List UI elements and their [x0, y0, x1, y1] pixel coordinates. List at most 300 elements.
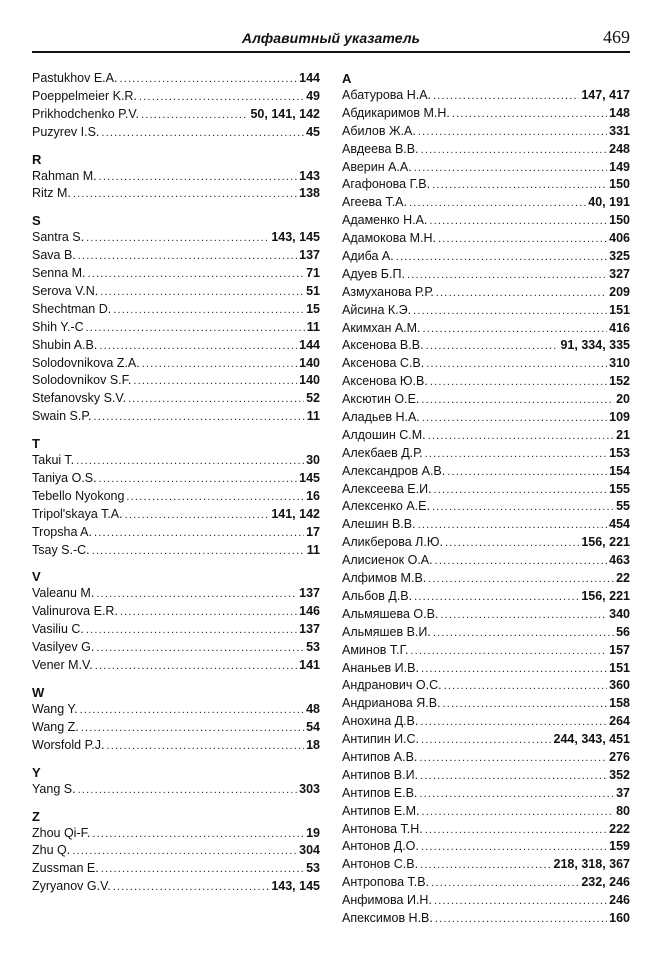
dot-leader — [432, 177, 607, 195]
dot-leader — [81, 720, 304, 738]
entry-pages: 55 — [616, 499, 630, 514]
entry-name: Альмяшева О.В. — [342, 606, 439, 621]
entry-pages: 152 — [609, 374, 630, 389]
entry-pages: 80 — [616, 803, 630, 818]
entry-name: Азмуханова Р.Р. — [342, 284, 434, 299]
entry-pages: 141 — [299, 658, 320, 673]
dot-leader — [76, 453, 304, 471]
entry-name: Shubin A.B. — [32, 337, 98, 352]
index-entry — [342, 677, 630, 695]
index-entry — [32, 168, 320, 186]
dot-leader — [436, 285, 607, 303]
entry-name: Алексеева Е.И. — [342, 481, 432, 496]
entry-pages: 50, 141, 142 — [250, 106, 320, 121]
dot-leader — [445, 535, 579, 553]
running-header — [32, 28, 630, 52]
index-entry — [32, 639, 320, 657]
index-entry — [32, 319, 320, 337]
entry-pages: 148 — [609, 105, 630, 120]
entry-name: Аминов Т.Г. — [342, 642, 409, 657]
entry-name: Аладьев Н.А. — [342, 410, 420, 425]
dot-leader — [407, 267, 607, 285]
index-entry — [342, 803, 630, 821]
entry-pages: 143, 145 — [271, 230, 320, 245]
section-letter: Z — [32, 808, 40, 824]
entry-name: Worsfold P.J. — [32, 737, 105, 752]
entry-name: Абилов Ж.А. — [342, 123, 416, 138]
dot-leader — [418, 517, 608, 535]
index-entry — [342, 159, 630, 177]
entry-name: Аликберова Л.Ю. — [342, 535, 443, 550]
entry-pages: 303 — [299, 781, 320, 796]
entry-pages: 20 — [616, 392, 630, 407]
dot-leader — [420, 768, 607, 786]
index-entry — [32, 781, 320, 799]
dot-leader — [421, 839, 607, 857]
index-entry — [342, 194, 630, 212]
index-entry — [342, 481, 630, 499]
entry-name: Адамокова М.Н. — [342, 231, 437, 246]
dot-leader — [142, 356, 297, 374]
dot-leader — [426, 338, 559, 356]
entry-pages: 11 — [306, 319, 320, 334]
group-gap — [32, 426, 320, 435]
entry-pages: 19 — [306, 825, 320, 840]
dot-leader — [428, 571, 614, 589]
index-entry — [342, 445, 630, 463]
index-entry — [342, 176, 630, 194]
group-gap — [32, 675, 320, 684]
section-letter: W — [32, 684, 45, 700]
entry-name: Puzyrev I.S. — [32, 124, 100, 139]
dot-leader — [410, 643, 607, 661]
dot-leader — [429, 213, 607, 231]
entry-pages: 137 — [299, 248, 320, 263]
section-letter: R — [32, 151, 42, 167]
entry-pages: 56 — [616, 624, 630, 639]
dot-leader — [426, 356, 607, 374]
entry-pages: 53 — [306, 861, 320, 876]
entry-name: Poeppelmeier K.R. — [32, 88, 137, 103]
dot-leader — [92, 826, 304, 844]
entry-name: Rahman M. — [32, 168, 97, 183]
dot-leader — [99, 471, 298, 489]
dot-leader — [95, 658, 297, 676]
entry-pages: 51 — [306, 284, 320, 299]
dot-leader — [113, 302, 304, 320]
page-number: 469 — [603, 27, 630, 47]
dot-leader — [414, 589, 579, 607]
entry-pages: 140 — [299, 373, 320, 388]
index-entry — [342, 320, 630, 338]
index-entry — [342, 427, 630, 445]
entry-name: Агеева Т.А. — [342, 195, 407, 210]
index-entry — [32, 283, 320, 301]
entry-name: Апексимов Н.В. — [342, 910, 433, 925]
entry-name: Алекбаев Д.Р. — [342, 445, 423, 460]
entry-pages: 248 — [609, 141, 630, 156]
dot-leader — [139, 89, 304, 107]
entry-pages: 54 — [306, 719, 320, 734]
dot-leader — [435, 553, 608, 571]
dot-leader — [428, 428, 614, 446]
entry-pages: 52 — [306, 391, 320, 406]
index-entry — [342, 302, 630, 320]
entry-pages: 160 — [609, 910, 630, 925]
index-entry — [32, 229, 320, 247]
index-entry — [32, 585, 320, 603]
dot-leader — [432, 499, 614, 517]
entry-name: Zussman E. — [32, 861, 99, 876]
entry-pages: 21 — [616, 427, 630, 442]
dot-leader — [86, 230, 269, 248]
entry-pages: 158 — [609, 696, 630, 711]
dot-leader — [107, 738, 305, 756]
index-entry — [342, 874, 630, 892]
entry-name: Алисиенок О.А. — [342, 553, 433, 568]
header-title: Алфавитный указатель — [241, 30, 421, 46]
dot-leader — [86, 622, 297, 640]
dot-leader — [133, 373, 297, 391]
index-entry — [32, 542, 320, 560]
section-letter: V — [32, 569, 41, 585]
section-letter: Y — [32, 764, 41, 780]
index-entry — [342, 534, 630, 552]
entry-name: Stefanovsky S.V. — [32, 391, 127, 406]
header-rule — [32, 51, 630, 53]
dot-leader — [409, 195, 586, 213]
index-entry — [32, 247, 320, 265]
entry-name: Анфимова И.Н. — [342, 893, 432, 908]
entry-pages: 151 — [609, 302, 630, 317]
index-entry — [342, 212, 630, 230]
index-entry — [342, 731, 630, 749]
index-entry — [342, 230, 630, 248]
index-entry — [342, 910, 630, 928]
entry-pages: 145 — [299, 471, 320, 486]
dot-leader — [434, 893, 607, 911]
dot-leader — [444, 678, 608, 696]
section-letter: T — [32, 436, 40, 452]
entry-pages: 144 — [299, 337, 320, 352]
section-letter: А — [342, 71, 352, 86]
dot-leader — [396, 249, 607, 267]
entry-name: Zhu Q. — [32, 843, 71, 858]
index-entry — [342, 105, 630, 123]
entry-pages: 159 — [609, 839, 630, 854]
index-entry — [32, 337, 320, 355]
group-gap — [32, 755, 320, 764]
dot-leader — [434, 482, 608, 500]
entry-pages: 16 — [306, 488, 320, 503]
entry-name: Адаменко Н.А. — [342, 213, 428, 228]
dot-leader — [431, 875, 579, 893]
index-entry — [342, 87, 630, 105]
entry-pages: 146 — [299, 604, 320, 619]
entry-pages: 109 — [609, 410, 630, 425]
entry-name: Аксенова Ю.В. — [342, 374, 428, 389]
index-entry — [342, 713, 630, 731]
index-entry — [32, 301, 320, 319]
index-entry — [32, 488, 320, 506]
entry-pages: 143 — [299, 168, 320, 183]
dot-leader — [443, 696, 608, 714]
dot-leader — [421, 392, 614, 410]
entry-pages: 310 — [609, 356, 630, 371]
dot-leader — [420, 714, 607, 732]
dot-leader — [423, 321, 608, 339]
dot-leader — [419, 750, 607, 768]
group-gap — [32, 559, 320, 568]
dot-leader — [126, 489, 304, 507]
entry-pages: 18 — [306, 737, 320, 752]
dot-leader — [86, 320, 305, 338]
index-entry — [32, 737, 320, 755]
index-entry — [342, 767, 630, 785]
entry-pages: 244, 343, 451 — [553, 732, 630, 747]
entry-pages: 360 — [609, 678, 630, 693]
dot-leader — [447, 464, 607, 482]
entry-name: Аксютин О.Е. — [342, 392, 420, 407]
index-entry — [342, 838, 630, 856]
entry-name: Vasilyev G. — [32, 640, 95, 655]
entry-name: Анохина Д.В. — [342, 714, 419, 729]
entry-pages: 30 — [306, 453, 320, 468]
entry-name: Акимхан А.М. — [342, 320, 421, 335]
entry-pages: 157 — [609, 642, 630, 657]
dot-leader — [125, 507, 270, 525]
entry-pages: 209 — [609, 284, 630, 299]
entry-pages: 155 — [609, 481, 630, 496]
index-entry — [342, 660, 630, 678]
dot-leader — [425, 446, 608, 464]
entry-name: Антонов С.В. — [342, 857, 419, 872]
entry-pages: 154 — [609, 463, 630, 478]
entry-name: Андранович О.С. — [342, 678, 442, 693]
entry-pages: 153 — [609, 445, 630, 460]
index-entry — [32, 470, 320, 488]
entry-name: Valeanu M. — [32, 586, 95, 601]
entry-name: Ананьев И.В. — [342, 660, 419, 675]
index-entry — [32, 265, 320, 283]
index-entry — [342, 248, 630, 266]
index-entry — [32, 825, 320, 843]
entry-name: Антонова Т.Н. — [342, 821, 423, 836]
entry-name: Александров А.В. — [342, 463, 446, 478]
dot-leader — [419, 786, 614, 804]
entry-name: Аксенова В.В. — [342, 338, 424, 353]
entry-pages: 11 — [306, 542, 320, 557]
entry-name: Антипов Е.В. — [342, 785, 418, 800]
index-column-left — [32, 70, 320, 896]
entry-pages: 327 — [609, 266, 630, 281]
dot-leader — [92, 543, 305, 561]
entry-name: Антонов Д.О. — [342, 839, 419, 854]
index-column-right — [342, 70, 630, 928]
index-entry — [342, 588, 630, 606]
dot-leader — [94, 525, 304, 543]
index-entry — [342, 642, 630, 660]
entry-pages: 137 — [299, 622, 320, 637]
dot-leader — [128, 391, 304, 409]
index-entry — [342, 516, 630, 534]
entry-pages: 156, 221 — [581, 588, 630, 603]
index-entry — [32, 603, 320, 621]
index-entry — [342, 355, 630, 373]
index-entry — [342, 624, 630, 642]
index-entry — [342, 373, 630, 391]
entry-name: Solodovnikova Z.A. — [32, 355, 140, 370]
index-entry — [32, 88, 320, 106]
entry-name: Zyryanov G.V. — [32, 879, 111, 894]
entry-pages: 264 — [609, 714, 630, 729]
entry-name: Авдеева В.В. — [342, 141, 419, 156]
dot-leader — [78, 782, 298, 800]
entry-name: Алексенко А.Е. — [342, 499, 430, 514]
dot-leader — [73, 186, 297, 204]
dot-leader — [100, 284, 304, 302]
index-entry — [342, 391, 630, 409]
entry-pages: 40, 191 — [588, 195, 630, 210]
entry-pages: 340 — [609, 606, 630, 621]
entry-pages: 246 — [609, 893, 630, 908]
entry-name: Антипин И.С. — [342, 732, 420, 747]
entry-pages: 463 — [609, 553, 630, 568]
entry-name: Айсина К.Э. — [342, 302, 412, 317]
entry-pages: 304 — [299, 843, 320, 858]
entry-pages: 37 — [616, 785, 630, 800]
dot-leader — [413, 303, 607, 321]
entry-pages: 150 — [609, 213, 630, 228]
dot-leader — [99, 169, 298, 187]
index-entry — [342, 695, 630, 713]
index-entry — [342, 570, 630, 588]
dot-leader — [414, 160, 607, 178]
entry-name: Swain S.P. — [32, 409, 92, 424]
entry-name: Алдошин С.М. — [342, 427, 426, 442]
index-entry — [342, 821, 630, 839]
entry-name: Андрианова Я.В. — [342, 696, 441, 711]
entry-name: Yang S. — [32, 781, 76, 796]
index-entry — [32, 506, 320, 524]
dot-leader — [438, 231, 607, 249]
entry-name: Ritz M. — [32, 186, 71, 201]
index-entry — [342, 266, 630, 284]
dot-leader — [421, 804, 614, 822]
entry-pages: 325 — [609, 249, 630, 264]
entry-name: Абдикаримов М.Н. — [342, 105, 450, 120]
index-entry — [342, 284, 630, 302]
entry-pages: 276 — [609, 749, 630, 764]
dot-leader — [418, 124, 607, 142]
entry-name: Tripol'skaya T.A. — [32, 506, 123, 521]
entry-name: Shih Y.-C — [32, 319, 84, 334]
dot-leader — [78, 248, 297, 266]
index-entry — [32, 70, 320, 88]
index-entry — [32, 657, 320, 675]
entry-name: Pastukhov E.A. — [32, 71, 118, 85]
dot-leader — [433, 88, 579, 106]
entry-name: Serova V.N. — [32, 284, 99, 299]
entry-name: Wang Z. — [32, 719, 79, 734]
dot-leader — [421, 732, 551, 750]
dot-leader — [433, 625, 614, 643]
entry-pages: 143, 145 — [271, 879, 320, 894]
entry-pages: 137 — [299, 586, 320, 601]
entry-pages: 144 — [299, 71, 320, 85]
dot-leader — [88, 266, 305, 284]
entry-name: Vasiliu C. — [32, 622, 84, 637]
entry-pages: 454 — [609, 517, 630, 532]
index-entry — [32, 719, 320, 737]
dot-leader — [72, 843, 297, 861]
index-entry — [32, 860, 320, 878]
entry-pages: 147, 417 — [581, 88, 630, 102]
entry-name: Альмяшев В.И. — [342, 624, 431, 639]
index-entry — [32, 390, 320, 408]
entry-name: Vener M.V. — [32, 658, 93, 673]
dot-leader — [99, 338, 297, 356]
index-entry — [32, 878, 320, 896]
entry-name: Tropsha A. — [32, 524, 92, 539]
entry-name: Аверин А.А. — [342, 159, 412, 174]
entry-name: Tebello Nyokong — [32, 488, 125, 503]
dot-leader — [421, 142, 608, 160]
dot-leader — [96, 586, 297, 604]
entry-pages: 53 — [306, 640, 320, 655]
dot-leader — [141, 107, 248, 125]
index-entry — [342, 141, 630, 159]
entry-name: Santra S. — [32, 230, 85, 245]
index-entry — [342, 463, 630, 481]
entry-name: Адиба А. — [342, 249, 394, 264]
entry-name: Shechtman D. — [32, 301, 112, 316]
entry-name: Алешин В.В. — [342, 517, 416, 532]
dot-leader — [119, 71, 297, 89]
entry-pages: 232, 246 — [581, 875, 630, 890]
entry-pages: 138 — [299, 186, 320, 201]
entry-name: Адуев Б.П. — [342, 266, 405, 281]
entry-pages: 150 — [609, 177, 630, 192]
index-entry — [32, 124, 320, 142]
entry-pages: 17 — [306, 524, 320, 539]
dot-leader — [96, 640, 304, 658]
entry-pages: 15 — [306, 301, 320, 316]
dot-leader — [420, 857, 551, 875]
entry-name: Tsay S.-C. — [32, 542, 90, 557]
entry-name: Аксенова С.В. — [342, 356, 425, 371]
group-gap — [32, 203, 320, 212]
entry-name: Taniya O.S. — [32, 471, 97, 486]
entry-name: Valinurova E.R. — [32, 604, 118, 619]
index-entry — [342, 337, 630, 355]
entry-pages: 222 — [609, 821, 630, 836]
entry-pages: 91, 334, 335 — [560, 338, 630, 353]
index-entry — [32, 452, 320, 470]
dot-leader — [120, 604, 297, 622]
entry-name: Антипов В.И. — [342, 767, 419, 782]
entry-pages: 22 — [616, 571, 630, 586]
entry-pages: 416 — [609, 320, 630, 335]
index-entry — [32, 842, 320, 860]
dot-leader — [421, 661, 607, 679]
entry-pages: 45 — [306, 124, 320, 139]
entry-name: Wang Y. — [32, 701, 78, 716]
index-entry — [32, 355, 320, 373]
index-entry — [342, 892, 630, 910]
entry-pages: 406 — [609, 231, 630, 246]
dot-leader — [440, 607, 607, 625]
